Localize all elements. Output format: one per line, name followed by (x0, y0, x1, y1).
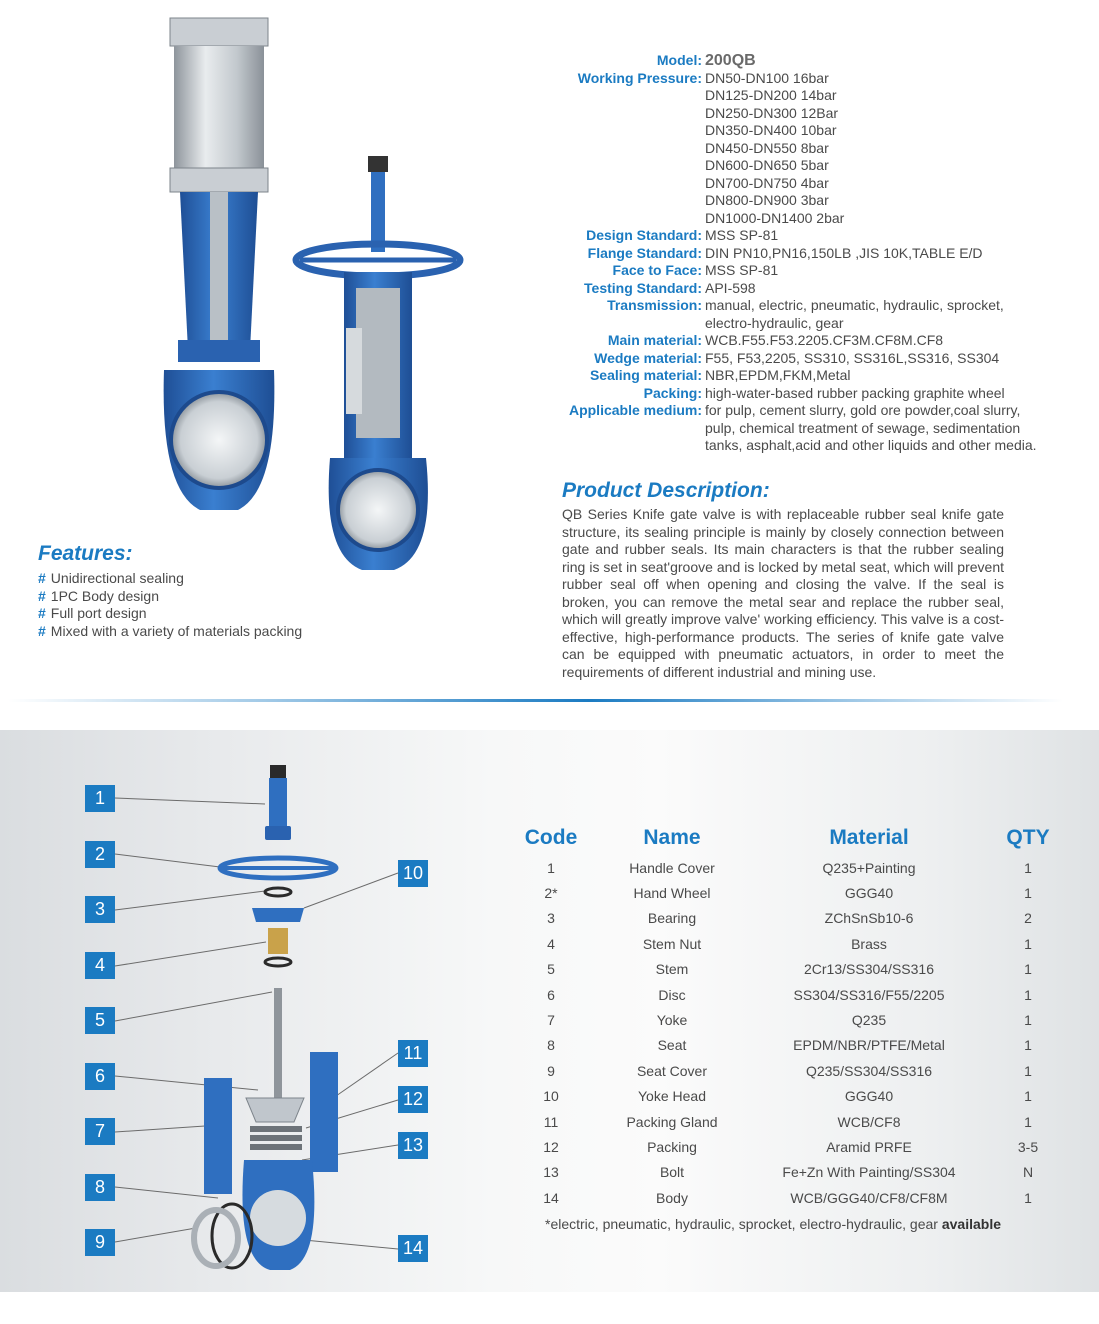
cell-name: Handle Cover (629, 859, 715, 876)
cell-material: WCB/CF8 (837, 1113, 901, 1130)
callout-label: 13 (398, 1132, 428, 1159)
cell-name: Seat (657, 1037, 687, 1054)
table-row (512, 1058, 1072, 1083)
cell-material: ZChSnSb10-6 (824, 910, 914, 927)
callout-label: 14 (398, 1235, 428, 1262)
parts-table (512, 826, 1072, 1210)
column-header-code: Code (524, 826, 578, 849)
spec-label: Face to Face: (612, 262, 702, 278)
spec-value: API-598 (705, 279, 756, 296)
callout-label: 3 (85, 896, 115, 923)
specifications-list (560, 52, 1080, 455)
callout-label: 9 (85, 1229, 115, 1256)
spec-label: Design Standard: (586, 227, 702, 243)
cell-name: Stem (655, 961, 689, 978)
table-row (512, 1160, 1072, 1185)
callout-label: 12 (398, 1086, 428, 1113)
spec-value: F55, F53,2205, SS310, SS316L,SS316, SS304 (705, 349, 1000, 366)
cell-material: EPDM/NBR/PTFE/Metal (793, 1037, 945, 1054)
cell-qty: 1 (1024, 935, 1032, 952)
cell-code: 4 (547, 935, 555, 952)
cell-name: Yoke Head (638, 1088, 706, 1105)
cell-code: 6 (547, 986, 555, 1003)
cell-qty: 1 (1024, 986, 1032, 1003)
callout-label: 4 (85, 952, 115, 979)
cell-code: 8 (547, 1037, 555, 1054)
spec-wedge-material (560, 350, 1080, 368)
spec-label: Applicable medium: (568, 402, 702, 418)
feature-item (38, 588, 302, 606)
footnote (545, 1216, 1001, 1232)
spec-label: Sealing material: (589, 367, 702, 383)
cell-qty: 1 (1024, 1012, 1032, 1029)
cell-material: WCB/GGG40/CF8/CF8M (790, 1189, 948, 1206)
exploded-view-diagram (0, 730, 480, 1292)
features-title: Features: (38, 542, 133, 565)
spec-label: Flange Standard: (587, 244, 702, 261)
cell-name: Body (656, 1189, 688, 1206)
table-row (512, 957, 1072, 982)
hash-bullet: # (38, 587, 46, 604)
callout-label: 8 (85, 1174, 115, 1201)
cell-name: Yoke (656, 1012, 688, 1029)
spec-testing-standard (560, 280, 1080, 298)
cell-qty: 1 (1024, 1189, 1032, 1206)
table-row (512, 1109, 1072, 1134)
spec-model (560, 52, 1080, 70)
spec-value: DN50-DN100 16bar (705, 69, 829, 86)
cell-code: 11 (543, 1113, 559, 1130)
spec-sealing-material (560, 367, 1080, 385)
cell-code: 13 (543, 1164, 559, 1181)
cell-code: 3 (547, 910, 555, 927)
callout-label: 11 (398, 1040, 428, 1067)
spec-value: tanks, asphalt,acid and other liquids and other media. (705, 437, 1037, 453)
cell-code: 2* (544, 885, 558, 902)
parts-breakdown-section (0, 730, 1099, 1292)
spec-label: Working Pressure: (577, 69, 702, 86)
cell-code: 10 (543, 1088, 559, 1105)
footnote-text: *electric, pneumatic, hydraulic, sprocket, electro-hydraulic, gear (545, 1216, 938, 1232)
callout-label: 10 (398, 860, 428, 887)
cell-qty: 3-5 (1017, 1138, 1039, 1155)
spec-value: electro-hydraulic, gear (705, 314, 844, 331)
cell-qty: 1 (1024, 1037, 1032, 1054)
cell-material: Q235/SS304/SS316 (805, 1062, 933, 1079)
hash-bullet: # (38, 605, 46, 621)
spec-label: Transmission: (607, 297, 702, 313)
feature-item (38, 570, 302, 588)
spec-label: Packing: (643, 384, 702, 401)
spec-value: MSS SP-81 (705, 262, 779, 278)
cell-material: 2Cr13/SS304/SS316 (804, 961, 934, 978)
column-header-name: Name (643, 826, 701, 849)
spec-applicable-medium (560, 402, 1080, 455)
column-header-material: Material (829, 826, 909, 849)
cell-qty: 1 (1024, 885, 1032, 902)
table-row (512, 931, 1072, 956)
spec-face-to-face (560, 262, 1080, 280)
spec-design-standard (560, 227, 1080, 245)
cell-name: Hand Wheel (633, 885, 711, 902)
product-description-title: Product Description: (562, 479, 770, 502)
table-row (512, 1084, 1072, 1109)
spec-label: Model: (656, 52, 702, 68)
product-description-section (562, 479, 1004, 681)
spec-value: DN125-DN200 14bar (705, 87, 837, 103)
spec-main-material (560, 332, 1080, 350)
table-row (512, 855, 1072, 880)
cell-material: Fe+Zn With Painting/SS304 (782, 1164, 956, 1181)
spec-value: DN800-DN900 3bar (705, 192, 829, 208)
cell-material: Q235+Painting (822, 859, 916, 876)
cell-name: Packing Gland (626, 1113, 718, 1130)
cell-code: 9 (547, 1062, 555, 1079)
cell-qty: 2 (1024, 910, 1032, 927)
spec-value: manual, electric, pneumatic, hydraulic, sprocket, (705, 297, 1004, 313)
cell-name: Disc (658, 986, 686, 1003)
features-section (38, 542, 302, 640)
spec-value: WCB.F55.F53.2205.CF3M.CF8M.CF8 (705, 332, 944, 348)
feature-text: 1PC Body design (50, 587, 159, 604)
callout-label: 5 (85, 1007, 115, 1034)
spec-value: DN600-DN650 5bar (705, 157, 829, 173)
cell-code: 5 (547, 961, 555, 978)
cell-material: GGG40 (844, 1088, 894, 1105)
spec-label: Wedge material: (594, 349, 702, 366)
cell-material: Q235 (851, 1012, 887, 1029)
spec-value: 200QB (705, 52, 756, 69)
section-divider (8, 699, 1063, 702)
cell-name: Stem Nut (642, 935, 702, 952)
hash-bullet: # (38, 570, 46, 586)
cell-material: GGG40 (844, 885, 894, 902)
cell-name: Bearing (647, 910, 697, 927)
cell-material: Aramid PRFE (826, 1138, 912, 1155)
spec-value: high-water-based rubber packing graphite wheel (705, 384, 1005, 401)
cell-name: Seat Cover (636, 1062, 708, 1079)
cell-qty: 1 (1024, 1088, 1032, 1105)
callout-label: 7 (85, 1118, 115, 1145)
cell-qty: 1 (1024, 1062, 1032, 1079)
spec-packing (560, 385, 1080, 403)
cell-qty: 1 (1024, 961, 1032, 978)
spec-value: MSS SP-81 (705, 227, 779, 243)
table-row (512, 1007, 1072, 1032)
feature-text: Unidirectional sealing (50, 570, 184, 586)
cell-code: 1 (547, 859, 555, 876)
spec-value: DN250-DN300 12Bar (705, 104, 839, 121)
product-description-text: QB Series Knife gate valve is with replaceable rubber seal knife gate structure, its sealing principle is mainly by closely connection between gate and rubber seals. Its main characters is that the rubber sealing ring is set in seat'groove and is locked by metal seat, which will prevent rubber seal off when opening and closing the valve. If the seal is broken, you can remove the metal sear and replace the rubber seal, which will greatly improve valve' working efficiency. This valve is a cost-effective, high-performance products. The series of knife gate valve can be equipped with pneumatic actuators, in order to meet the requirements of different industrial and mining use. (562, 506, 1004, 680)
callout-label: 6 (85, 1063, 115, 1090)
valve-product-illustration (150, 10, 480, 590)
cell-qty: 1 (1024, 1113, 1032, 1130)
spec-flange-standard (560, 245, 1080, 263)
callout-label: 2 (85, 841, 115, 868)
table-row (512, 880, 1072, 905)
table-row (512, 1033, 1072, 1058)
spec-value: NBR,EPDM,FKM,Metal (705, 367, 851, 383)
spec-value: DN450-DN550 8bar (705, 139, 829, 156)
cell-name: Bolt (659, 1164, 685, 1181)
spec-label: Testing Standard: (584, 279, 702, 296)
cell-qty: 1 (1024, 859, 1032, 876)
parts-table-header (512, 826, 1072, 855)
spec-value: DIN PN10,PN16,150LB ,JIS 10K,TABLE E/D (705, 244, 983, 261)
feature-item (38, 623, 302, 641)
cell-code: 14 (543, 1189, 559, 1206)
cell-name: Packing (647, 1138, 697, 1155)
footnote-emphasis: available (941, 1216, 1001, 1232)
cell-material: Brass (851, 935, 887, 952)
spec-label: Main material: (607, 332, 702, 348)
table-row (512, 1134, 1072, 1159)
cell-code: 12 (543, 1138, 559, 1155)
feature-text: Full port design (50, 605, 147, 621)
table-row (512, 906, 1072, 931)
cell-qty: N (1022, 1164, 1034, 1181)
cell-material: SS304/SS316/F55/2205 (793, 986, 945, 1003)
feature-text: Mixed with a variety of materials packing (50, 622, 303, 639)
spec-transmission (560, 297, 1080, 332)
feature-item (38, 605, 302, 623)
callout-label: 1 (85, 785, 115, 812)
spec-value: DN700-DN750 4bar (705, 174, 829, 191)
spec-value: for pulp, cement slurry, gold ore powder,coal slurry, (705, 402, 1021, 418)
table-row (512, 1185, 1072, 1210)
hash-bullet: # (38, 622, 46, 639)
spec-value: pulp, chemical treatment of sewage, sedimentation (705, 419, 1021, 436)
features-list (38, 570, 302, 640)
spec-working-pressure (560, 70, 1080, 228)
spec-value: DN1000-DN1400 2bar (705, 209, 845, 226)
table-row (512, 982, 1072, 1007)
cell-code: 7 (547, 1012, 555, 1029)
spec-value: DN350-DN400 10bar (705, 122, 837, 138)
column-header-qty: QTY (1006, 826, 1050, 849)
